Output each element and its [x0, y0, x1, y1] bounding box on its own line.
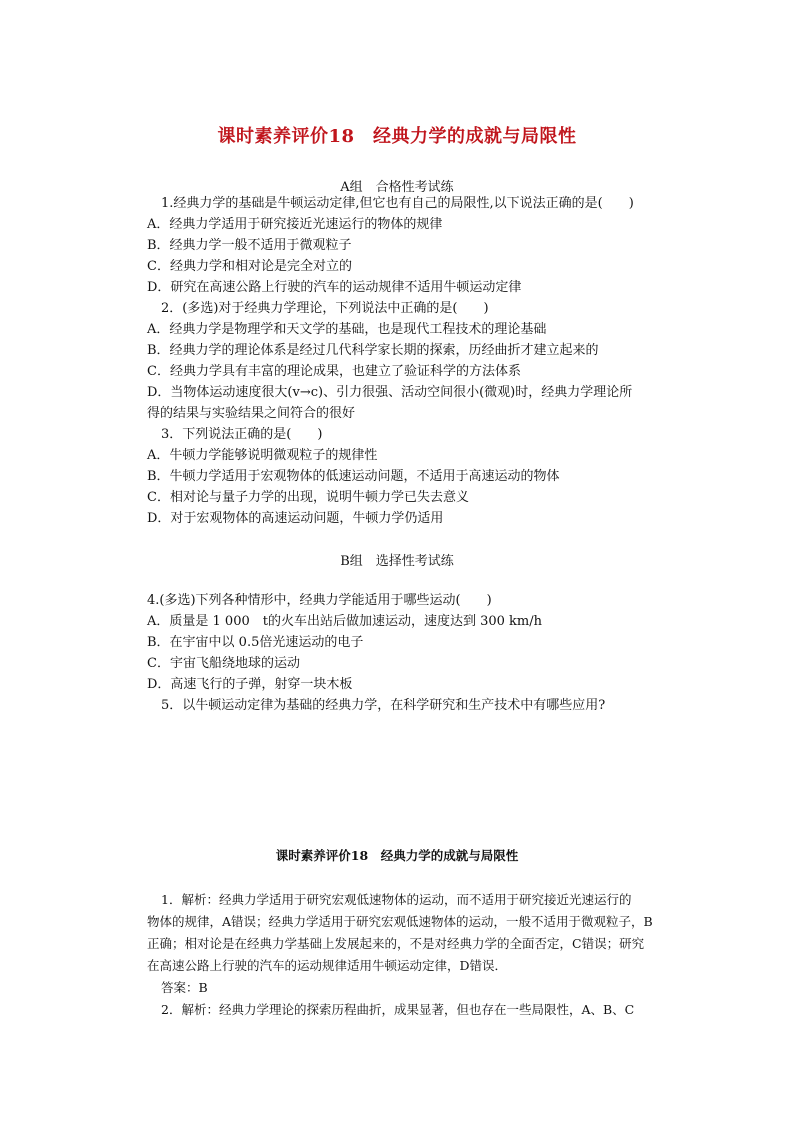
q4-option-a: A．质量是 1 000 t的火车出站后做加速运动，速度达到 300 km/h	[147, 614, 542, 629]
q5-stem: 5．以牛顿运动定律为基础的经典力学，在科学研究和生产技术中有哪些应用?	[161, 698, 606, 713]
q4-option-c: C．宇宙飞船绕地球的运动	[147, 656, 300, 671]
q1-option-c: C．经典力学和相对论是完全对立的	[147, 259, 352, 274]
answer-2-line1: 2．解析：经典力学理论的探索历程曲折，成果显著，但也存在一些局限性，A、B、C	[161, 1002, 635, 1017]
q3-option-c: C．相对论与量子力学的出现，说明牛顿力学已失去意义	[147, 490, 469, 505]
answer-1-line3: 正确；相对论是在经典力学基础上发展起来的，不是对经典力学的全面否定，C错误；研究	[147, 936, 645, 951]
answers-title: 课时素养评价18 经典力学的成就与局限性	[275, 848, 519, 863]
q3-stem: 3．下列说法正确的是( )	[161, 427, 323, 442]
q4-option-d: D．高速飞行的子弹，射穿一块木板	[147, 677, 353, 692]
answer-1-result: 答案：B	[161, 980, 208, 995]
q1-option-d: D．研究在高速公路上行驶的汽车的运动规律不适用牛顿运动定律	[147, 280, 522, 295]
q1-stem: 1.经典力学的基础是牛顿运动定律,但它也有自己的局限性,以下说法正确的是( )	[161, 196, 634, 211]
q2-option-c: C．经典力学具有丰富的理论成果，也建立了验证科学的方法体系	[147, 364, 521, 379]
q3-option-a: A．牛顿力学能够说明微观粒子的规律性	[147, 448, 378, 463]
answer-1-line1: 1．解析：经典力学适用于研究宏观低速物体的运动，而不适用于研究接近光速运行的	[161, 892, 632, 907]
page-title: 课时素养评价18 经典力学的成就与局限性	[217, 126, 577, 147]
q2-option-a: A．经典力学是物理学和天文学的基础，也是现代工程技术的理论基础	[147, 322, 547, 337]
q1-option-b: B．经典力学一般不适用于微观粒子	[147, 238, 352, 253]
group-b-heading: B组 选择性考试练	[340, 554, 454, 569]
q2-option-d-line2: 得的结果与实验结果之间符合的很好	[147, 406, 356, 421]
q4-option-b: B．在宇宙中以 0.5倍光速运动的电子	[147, 635, 364, 650]
q2-option-b: B．经典力学的理论体系是经过几代科学家长期的探索，历经曲折才建立起来的	[147, 343, 599, 358]
q3-option-d: D．对于宏观物体的高速运动问题，牛顿力学仍适用	[147, 511, 444, 526]
q4-stem: 4.(多选)下列各种情形中，经典力学能适用于哪些运动( )	[147, 593, 492, 608]
q2-stem: 2．(多选)对于经典力学理论，下列说法中正确的是( )	[161, 301, 489, 316]
group-a-heading: A组 合格性考试练	[340, 180, 454, 195]
answer-1-line4: 在高速公路上行驶的汽车的运动规律适用牛顿运动定律，D错误．	[147, 958, 508, 973]
q2-option-d-line1: D．当物体运动速度很大(v→c)、引力很强、活动空间很小(微观)时，经典力学理论所	[147, 385, 633, 400]
q1-option-a: A．经典力学适用于研究接近光速运行的物体的规律	[147, 217, 443, 232]
answer-1-line2: 物体的规律，A错误；经典力学适用于研究宏观低速物体的运动，一般不适用于微观粒子，B	[147, 914, 653, 929]
q3-option-b: B．牛顿力学适用于宏观物体的低速运动问题，不适用于高速运动的物体	[147, 469, 560, 484]
